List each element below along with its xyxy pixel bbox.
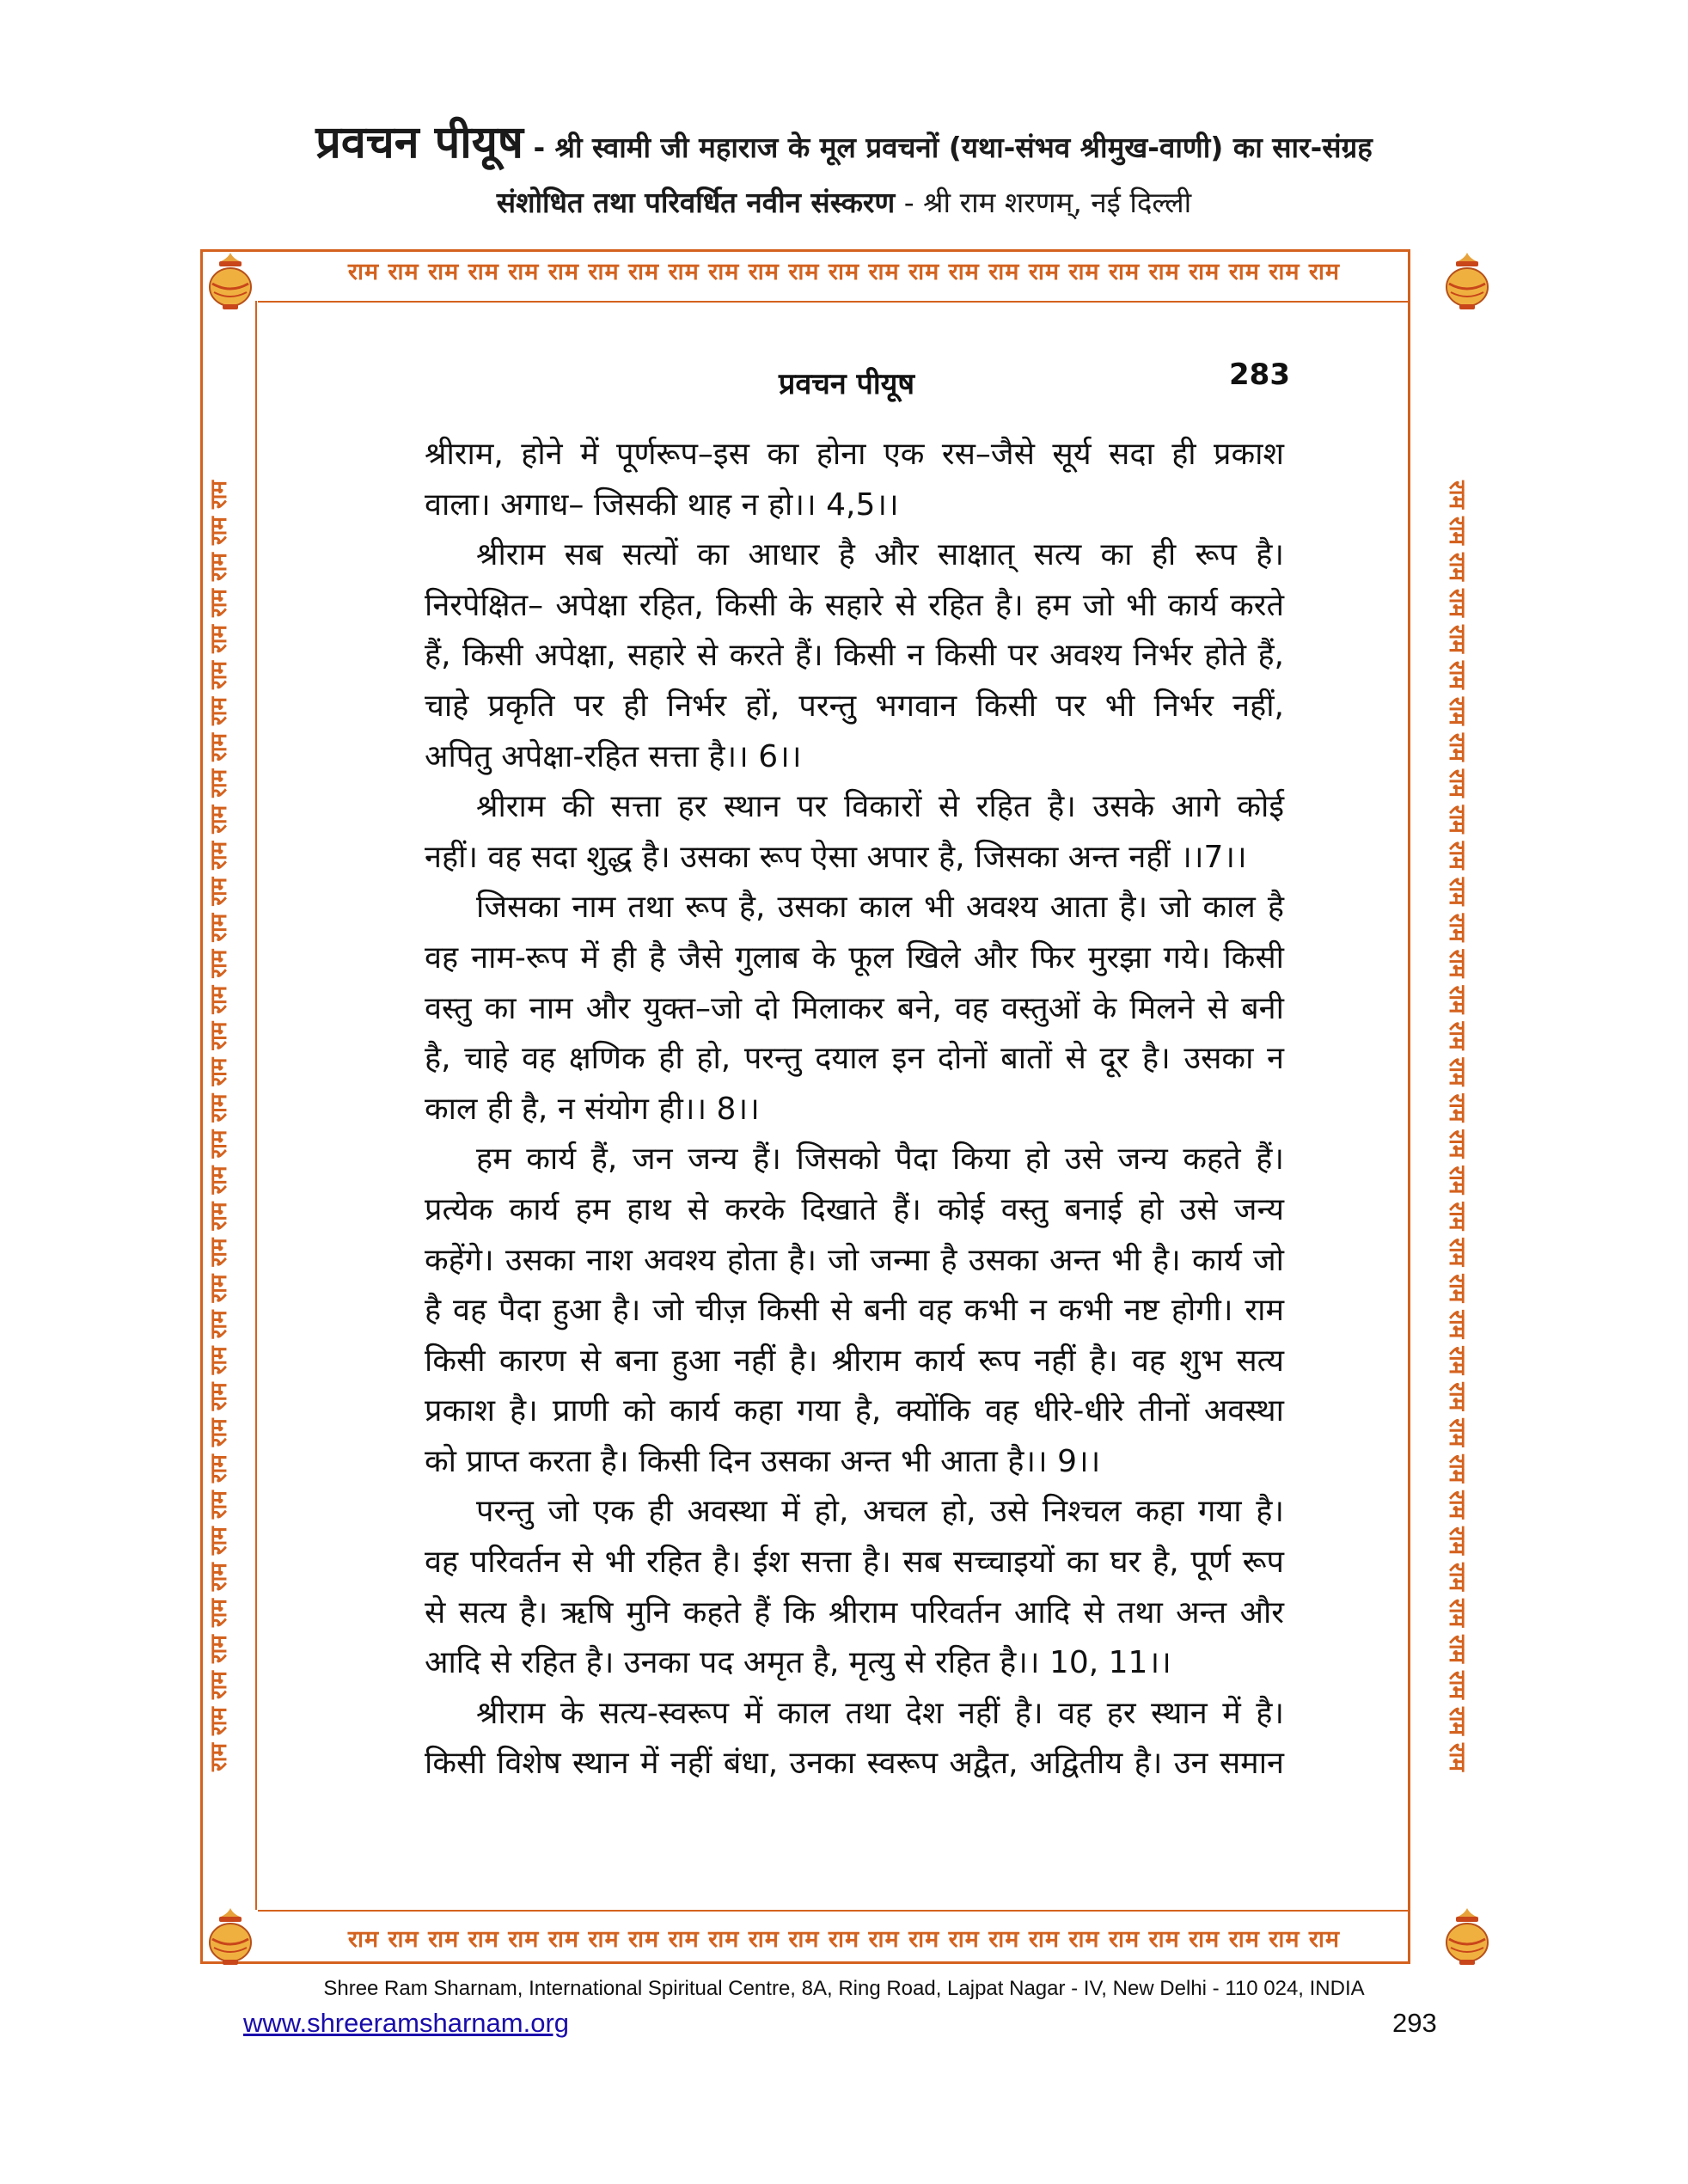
kalash-icon [1440, 251, 1494, 311]
text-line: चाहे प्रकृति पर ही निर्भर हों, परन्तु भगवान किसी पर भी निर्भर नहीं, [425, 688, 1284, 724]
text-line: वाला। अगाध– जिसकी थाह न हो।। 4,5।। [425, 486, 899, 523]
text-line: श्रीराम की सत्ता हर स्थान पर विकारों से रहित है। उसके आगे कोई [476, 789, 1284, 825]
border-ram-bottom: राम राम राम राम राम राम राम राम राम राम राम राम राम राम राम राम राम राम राम राम राम राम राम राम राम [347, 1926, 1341, 1953]
text-line: श्रीराम, होने में पूर्णरूप–इस का होना एक रस–जैसे सूर्य सदा ही प्रकाश [425, 437, 1284, 472]
text-line: हैं, किसी अपेक्षा, सहारे से करते हैं। किसी न किसी पर अवश्य निर्भर होते हैं, [425, 638, 1284, 674]
page-header-title [0, 110, 1688, 171]
text-line: निरपेक्षित– अपेक्षा रहित, किसी के सहारे से रहित है। हम जो भी कार्य करते [425, 587, 1284, 623]
text-line: है वह पैदा हुआ है। जो चीज़ किसी से बनी वह कभी न कभी नष्ट होगी। राम [425, 1293, 1284, 1329]
scan-page-number: 283 [1229, 358, 1290, 392]
kalash-icon [1440, 1906, 1494, 1967]
edition-publisher: - श्री राम शरणम्, नई दिल्ली [895, 186, 1192, 219]
text-line: जिसका नाम तथा रूप है, उसका काल भी अवश्य आता है। जो काल है [476, 890, 1284, 926]
frame-inner-rule-right [1408, 301, 1410, 1912]
text-line: किसी विशेष स्थान में नहीं बंधा, उनका स्वरूप अद्वैत, अद्वितीय है। उन समान [425, 1746, 1284, 1782]
text-line: प्रकाश है। प्राणी को कार्य कहा गया है, क्योंकि वह धीरे-धीरे तीनों अवस्था [425, 1393, 1284, 1429]
title-dash: - [523, 131, 555, 164]
website-link[interactable]: www.shreeramsharnam.org [243, 2008, 570, 2038]
frame-inner-rule-top [258, 301, 1410, 303]
edition-label: संशोधित तथा परिवर्धित नवीन संस्करण [496, 186, 896, 219]
scanned-body-text [425, 430, 1284, 1789]
text-line: काल ही है, न संयोग ही।। 8।। [425, 1091, 760, 1127]
text-line: से सत्य है। ऋषि मुनि कहते हैं कि श्रीराम परिवर्तन आदि से तथा अन्त और [425, 1594, 1284, 1630]
border-ram-left: राम राम राम राम राम राम राम राम राम राम राम राम राम राम राम राम राम राम राम राम राम राम राम राम राम राम राम राम राम राम राम राम राम राम राम राम [206, 480, 232, 1771]
page-header-edition [0, 182, 1688, 221]
text-line: नहीं। वह सदा शुद्ध है। उसका रूप ऐसा अपार है, जिसका अन्त नहीं ।।7।। [425, 839, 1247, 875]
text-line: वस्तु का नाम और युक्त–जो दो मिलाकर बने, वह वस्तुओं के मिलने से बनी [425, 990, 1284, 1026]
text-line: श्रीराम के सत्य-स्वरूप में काल तथा देश नहीं है। वह हर स्थान में है। [476, 1695, 1284, 1731]
text-line: अपितु अपेक्षा-रहित सत्ता है।। 6।। [425, 738, 802, 774]
kalash-icon [204, 1906, 257, 1967]
kalash-icon [204, 251, 257, 311]
text-line: है, चाहे वह क्षणिक ही हो, परन्तु दयाल इन दोनों बातों से दूर है। उसका न [425, 1041, 1284, 1077]
frame-inner-rule-left [255, 301, 257, 1910]
text-line: को प्राप्त करता है। किसी दिन उसका अन्त भी आता है।। 9।। [425, 1443, 1101, 1479]
text-line: श्रीराम सब सत्यों का आधार है और साक्षात् सत्य का ही रूप है। [476, 537, 1284, 573]
text-line: हम कार्य हैं, जन जन्य हैं। जिसको पैदा किया हो उसे जन्य कहते हैं। [476, 1141, 1284, 1178]
scan-running-head: प्रवचन पीयूष [779, 367, 915, 401]
text-line: परन्तु जो एक ही अवस्था में हो, अचल हो, उसे निश्चल कहा गया है। [476, 1494, 1284, 1530]
footer-address: Shree Ram Sharnam, International Spiritual Centre, 8A, Ring Road, Lajpat Nagar - IV, New Delhi - 110 024, INDIA [323, 1977, 1365, 2000]
footer-page-number: 293 [1392, 2008, 1437, 2038]
text-line: वह परिवर्तन से भी रहित है। ईश सत्ता है। सब सच्चाइयों का घर है, पूर्ण रूप [425, 1545, 1284, 1581]
text-line: प्रत्येक कार्य हम हाथ से करके दिखाते हैं। कोई वस्तु बनाई हो उसे जन्य [425, 1191, 1284, 1227]
frame-inner-rule-bottom [258, 1910, 1410, 1912]
book-subtitle: श्री स्वामी जी महाराज के मूल प्रवचनों (यथा-संभव श्रीमुख-वाणी) का सार-संग्रह [554, 131, 1373, 164]
text-line: आदि से रहित है। उनका पद अमृत है, मृत्यु से रहित है।। 10, 11।। [425, 1645, 1171, 1681]
border-ram-right: राम राम राम राम राम राम राम राम राम राम राम राम राम राम राम राम राम राम राम राम राम राम राम राम राम राम राम राम राम राम राम राम राम राम राम राम [1444, 480, 1470, 1771]
text-line: किसी कारण से बना हुआ नहीं है। श्रीराम कार्य रूप नहीं है। वह शुभ सत्य [425, 1343, 1284, 1379]
text-line: वह नाम-रूप में ही है जैसे गुलाब के फूल खिले और फिर मुरझा गये। किसी [425, 939, 1284, 976]
text-line: कहेंगे। उसका नाश अवश्य होता है। जो जन्मा है उसका अन्त भी है। कार्य जो [425, 1242, 1284, 1278]
border-ram-top: राम राम राम राम राम राम राम राम राम राम राम राम राम राम राम राम राम राम राम राम राम राम राम राम राम [347, 259, 1341, 285]
book-title: प्रवचन पीयूष [315, 117, 523, 168]
